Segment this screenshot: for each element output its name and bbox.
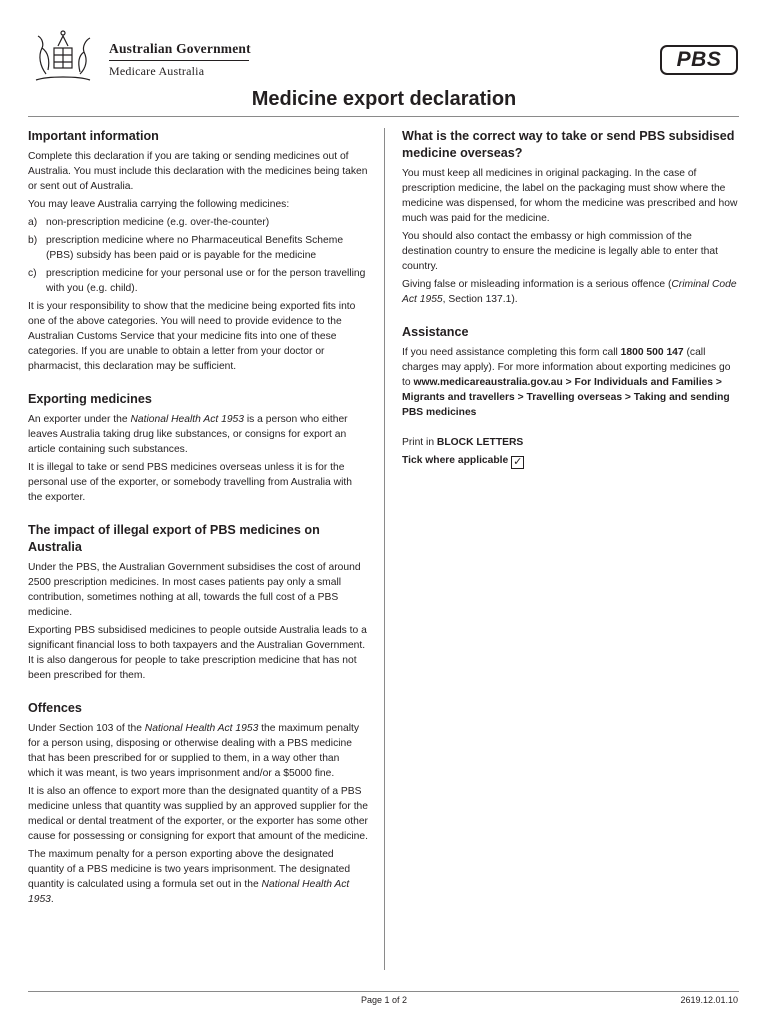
- important-heading: Important information: [28, 129, 159, 143]
- column-divider: [384, 128, 385, 970]
- list-item: a) non-prescription medicine (e.g. over-the-counter): [28, 217, 270, 228]
- offences-p3: The maximum penalty for a person exporting above the designated quantity of a PBS medicine is two years imprisonment. The designated quantity is calculated using a formula set out in the National Health Act 1953.: [28, 849, 351, 905]
- coat-of-arms-icon: [28, 26, 98, 86]
- correct-way-heading: What is the correct way to take or send PBS subsidised medicine overseas?: [402, 129, 735, 160]
- bottom-rule: [28, 991, 739, 992]
- page-title: Medicine export declaration: [251, 88, 517, 110]
- right-column: [402, 128, 738, 472]
- exporting-heading: Exporting medicines: [28, 392, 152, 406]
- offences-p2: It is also an offence to export more than the designated quantity of a PBS medicine unless that quantity was supplied by an approved supplier for the medical or dental treatment of the exporter, or the exporter has some other cause for possessing or consigning for export that amount of the medicine.: [28, 786, 369, 842]
- offences-p1: Under Section 103 of the National Health Act 1953 the maximum penalty for a person using, disposing or otherwise dealing with a PBS medicine that has been prescribed for or supplied to them, in a way other than which it was meant, is two years imprisonment and/or a $5000 fine.: [28, 723, 360, 779]
- checkbox-sample-icon: ✓: [513, 456, 523, 468]
- important-p3: It is your responsibility to show that the medicine being exported fits into one of the above categories. You will need to provide evidence to the Australian Customs Service that your medicine fits into one of these categories. If you are unable to obtain a letter from your doctor or pharmacist, this declaration may be sufficient.: [28, 301, 356, 372]
- list-item: c) prescription medicine for your personal use or for the person travelling with you (e.g. child).: [28, 268, 366, 294]
- important-p2: You may leave Australia carrying the following medicines:: [28, 199, 290, 210]
- exporting-p1: An exporter under the National Health Act 1953 is a person who either leaves Australia taking drug like substances, or consigns for export an article containing such substances.: [28, 414, 348, 455]
- correct-p2: You should also contact the embassy or high commission of the destination country to ensure the medicine is legally able to enter that country.: [402, 231, 718, 272]
- page-number: Page 1 of 2: [360, 995, 408, 1005]
- impact-p1: Under the PBS, the Australian Government subsidises the cost of around 2500 prescription medicines. In most cases patients pay only a small contribution, sometimes nothing at all, towards the full cost of a PBS medicine.: [28, 562, 361, 618]
- website-link[interactable]: www.medicareaustralia.gov.au > For Individuals and Families > Migrants and travellers > Travelling overseas > Taking and sending PBS medicines: [402, 377, 730, 418]
- form-code: 2619.12.01.10: [680, 995, 738, 1005]
- impact-p2: Exporting PBS subsidised medicines to people outside Australia leads to a significant financial loss to both taxpayers and the Australian Government. It is also dangerous for people to take prescription medicine that has not been prescribed for them.: [28, 625, 367, 681]
- offences-heading: Offences: [28, 701, 82, 715]
- correct-p1: You must keep all medicines in original packaging. In the case of prescription medicine, the label on the packaging must show where the medicine was dispensed, for whom the medicine was prescribed and how much was paid for the medicine.: [402, 168, 738, 224]
- top-rule: [28, 116, 739, 117]
- agency-name: Medicare Australia: [109, 64, 205, 78]
- list-item: b) prescription medicine where no Pharmaceutical Benefits Scheme (PBS) subsidy has been paid or is payable for the medicine: [28, 235, 344, 261]
- impact-heading: The impact of illegal export of PBS medicines on Australia: [28, 523, 320, 554]
- header-divider: [109, 60, 249, 61]
- government-name: Australian Government: [109, 41, 251, 56]
- assistance-heading: Assistance: [402, 325, 469, 339]
- exporting-p2: It is illegal to take or send PBS medicines overseas unless it is for the personal use of the exporter, or somebody travelling from Australia with the exporter.: [28, 462, 352, 503]
- left-column: [28, 128, 368, 910]
- tick-instruction: Tick where applicable ✓: [402, 455, 523, 468]
- correct-p3: Giving false or misleading information is a serious offence (Criminal Code Act 1955, Section 137.1).: [402, 279, 737, 305]
- assistance-p1: If you need assistance completing this form call 1800 500 147 (call charges may apply). For more information about exporting medicines go to www.medicareaustralia.gov.au > For Individuals and Families > Migrants and travellers > Travelling overseas > Taking and sending PBS medicines: [402, 347, 731, 418]
- print-instruction: Print in BLOCK LETTERS: [402, 437, 524, 448]
- phone-number: 1800 500 147: [620, 347, 684, 358]
- pbs-logo: PBS: [660, 45, 738, 75]
- important-p1: Complete this declaration if you are taking or sending medicines out of Australia. You must include this declaration with the medicines being taken or sent out of Australia.: [28, 151, 368, 192]
